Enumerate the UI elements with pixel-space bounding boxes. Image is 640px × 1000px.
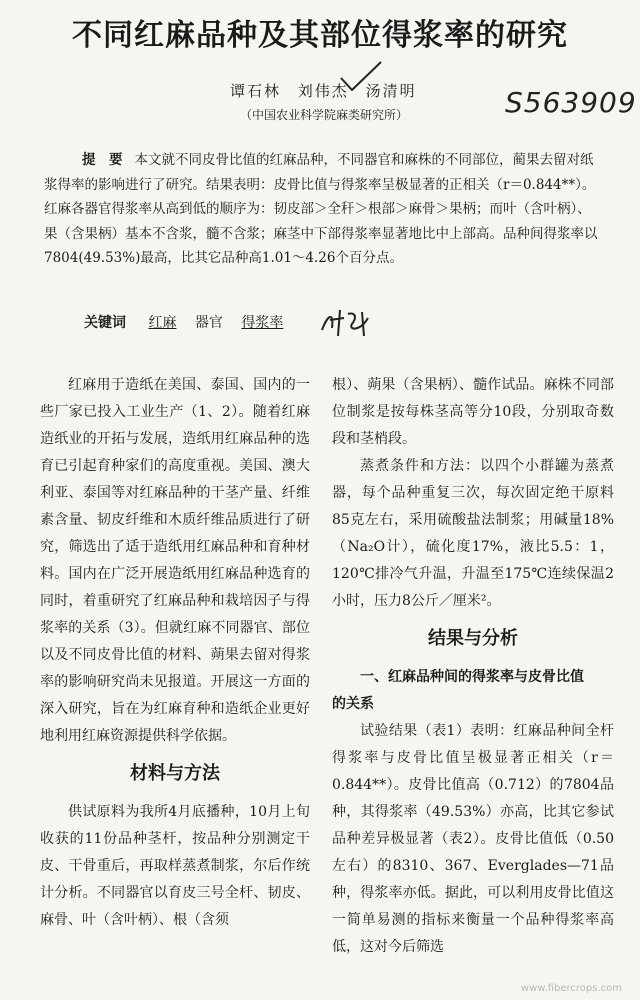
- subsection-heading-cont: 的关系: [332, 696, 374, 712]
- handwritten-catalog-number: S563909: [505, 86, 637, 119]
- author-name: 汤清明: [365, 82, 417, 100]
- right-column: [332, 372, 614, 961]
- keyword: 得浆率: [241, 315, 284, 331]
- author-name: 刘伟杰: [297, 82, 349, 100]
- paper-title: 不同红麻品种及其部位得浆率的研究: [72, 18, 568, 53]
- continuation-paragraph: 根）、蒴果（含果柄）、髓作试品。麻株不同部位制浆是按每株茎高等分10段，分别取奇数段和茎梢段。: [332, 377, 614, 447]
- author-name: 谭石林: [230, 82, 282, 100]
- author-list: [230, 80, 427, 101]
- section-heading-materials: 材料与方法: [130, 763, 220, 784]
- method-paragraph: 供试原料为我所4月底播种，10月上旬收获的11份品种茎杆，按品种分别测定干皮、干骨重后，再取样蒸煮制浆，尔后作统计分析。不同器官以育皮三号全杆、韧皮、麻骨、叶（含叶柄）、根（含须: [40, 804, 310, 928]
- handwritten-checkmark-icon: [338, 60, 384, 94]
- watermark: www.fibercrops.com: [520, 983, 622, 994]
- results-paragraph: 试验结果（表1）表明：红麻品种间全杆得浆率与皮骨比值呈极显著正相关（r＝0.844**）。皮骨比值高（0.712）的7804品种，其得浆率（49.53%）亦高，比其它参试品种差异极显著（表2）。皮骨比值低（0.50左右）的8310、367、Everglades—71品种，得浆率亦低。据此，可以利用皮骨比值这一简单易测的指标来衡量一个品种得浆率高低，这对今后筛选: [332, 723, 614, 955]
- keyword: 器官: [194, 315, 223, 331]
- abstract-text: 本文就不同皮骨比值的红麻品种，不同器官和麻株的不同部位，蔺果去留对纸浆得率的影响进行了研究。结果表明：皮骨比值与得浆率呈极显著的正相关（r＝0.844**）。红麻各器官得浆率从高到低的顺序为：韧皮部＞全秆＞根部＞麻骨＞果柄；而叶（含叶柄）、果（含果柄）基本不含浆，髓不含浆；麻茎中下部得浆率显著地比中上部高。品种间得浆率以7804(49.53%)最高，比其它品种高1.01～4.26个百分点。: [44, 152, 598, 266]
- keyword: 红麻: [148, 315, 177, 331]
- cooking-paragraph: 蒸煮条件和方法：以四个小群罐为蒸煮器，每个品种重复三次，每次固定绝干原料85克左右，采用硫酸盐法制浆；用碱量18%（Na₂O计），硫化度17%，液比5.5：1，120℃排冷气升温，升温至175℃连续保温2小时，压力8公斤／厘米²。: [332, 458, 614, 609]
- keywords: [84, 312, 297, 332]
- subsection-heading: 一、红麻品种间的得浆率与皮骨比值: [360, 669, 584, 685]
- handwritten-signature-icon: [318, 306, 378, 340]
- affiliation: （中国农业科学院麻类研究所）: [240, 108, 409, 122]
- abstract-label: 提 要: [82, 152, 123, 168]
- intro-paragraph: 红麻用于造纸在美国、泰国、国内的一些厂家已投入工业生产（1、2）。随着红麻造纸业的开拓与发展，造纸用红麻品种的选育已引起育种家们的高度重视。美国、澳大利亚、泰国等对红麻品种的干茎产量、纤维素含量、韧皮纤维和木质纤维品质进行了研究，筛选出了适于造纸用红麻品种和育种材料。国内在广泛开展造纸用红麻品种选育的同时，着重研究了红麻品种和栽培因子与得浆率的关系（3）。但就红麻不同器官、部位以及不同皮骨比值的材料、蒴果去留对得浆率的影响研究尚未见报道。开展这一方面的深入研究，旨在为红麻育种和造纸企业更好地利用红麻资源提供科学依据。: [40, 377, 310, 744]
- section-heading-results: 结果与分析: [428, 628, 518, 649]
- abstract: [44, 148, 604, 271]
- keywords-label: 关键词: [84, 315, 126, 331]
- left-column: [40, 372, 310, 934]
